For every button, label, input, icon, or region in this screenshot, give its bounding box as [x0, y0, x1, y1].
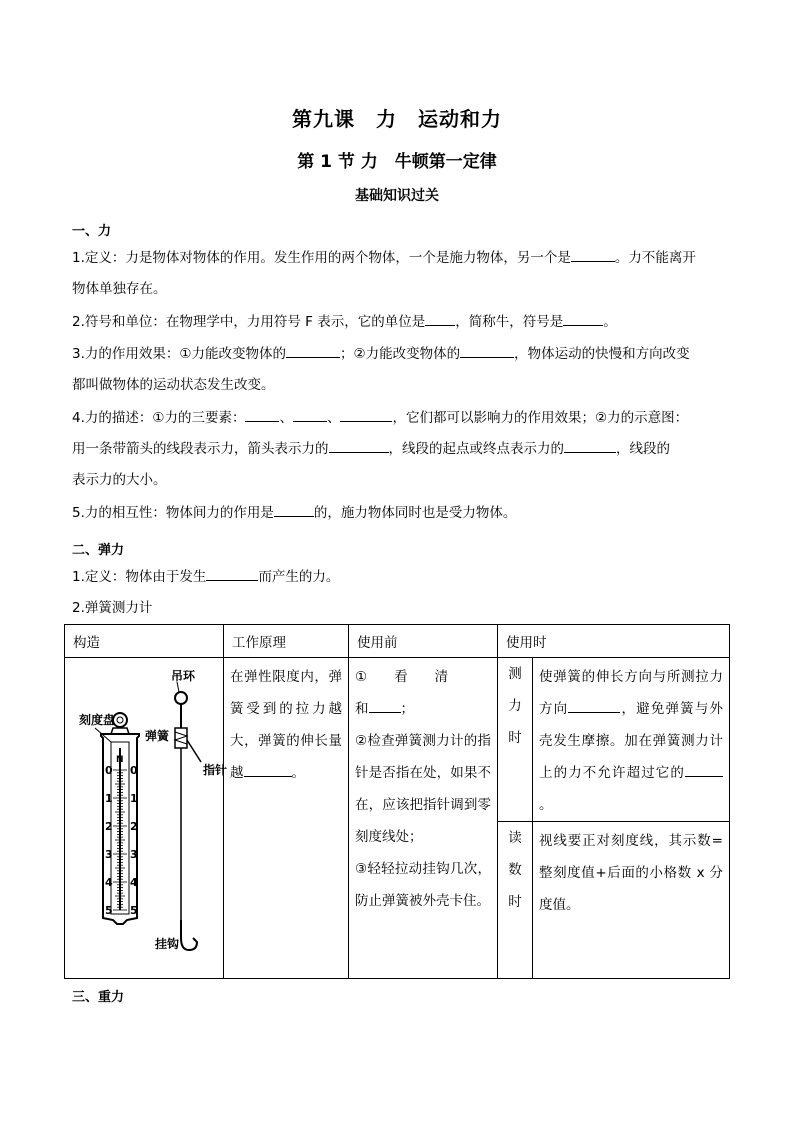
- spring-scale-diagram: [65, 658, 228, 972]
- scale-number: 1: [105, 792, 113, 805]
- header-during-use: 使用时: [498, 625, 730, 658]
- dial-label: 刻度盘: [79, 713, 116, 727]
- scale-number: 0: [130, 764, 138, 777]
- lesson-title: 第九课 力 运动和力: [292, 107, 502, 131]
- spring-scale-table: [64, 624, 730, 979]
- blank: [425, 311, 455, 326]
- table-body-row: [65, 658, 730, 822]
- blank: [245, 407, 279, 422]
- scale-number: 5: [105, 904, 113, 917]
- structure-cell: [65, 658, 228, 979]
- blank: [274, 502, 314, 517]
- blank: [563, 311, 603, 326]
- force-mutuality: 5.力的相互性：物体间力的作用是 的，施力物体同时也是受力物体。: [72, 498, 728, 529]
- section-title: 第 1 节 力 牛顿第一定律: [297, 152, 497, 172]
- force-definition: 1.定义：力是物体对物体的作用。发生作用的两个物体，一个是施力物体，另一个是 。力不能离开 物体单独存在。: [72, 243, 728, 305]
- header-structure: 构造: [65, 625, 224, 658]
- blank: [564, 438, 616, 453]
- scale-number: 2: [130, 820, 138, 833]
- read-text-cell: 视线要正对刻度线，其示数=整刻度值+后面的小格数 x 分度值。: [533, 822, 730, 979]
- elastic-heading: 二、弹力: [72, 543, 125, 558]
- measure-text-cell: 使弹簧的伸长方向与所测拉力方向 ，避免弹簧与外壳发生摩擦。加在弹簧测力计上的力不允许超过它的。: [533, 658, 730, 822]
- scale-number: 4: [130, 876, 138, 889]
- scale-number: 5: [130, 904, 138, 917]
- blank: [293, 407, 327, 422]
- scale-number: 2: [105, 820, 113, 833]
- force-description: 4.力的描述：①力的三要素： 、 、 ，它们都可以影响力的作用效果；②力的示意图： 用一条带箭头的线段表示力，箭头表示力的 ，线段的起点或终点表示力的 ，线段的 表示力的大小。: [72, 403, 728, 496]
- blank: [244, 762, 292, 777]
- pointer-label: 指针: [203, 763, 228, 777]
- subtitle: 基础知识过关: [355, 188, 439, 204]
- force-heading: 一、力: [72, 224, 112, 239]
- blank: [329, 438, 389, 453]
- hook-label: 挂钩: [155, 937, 180, 951]
- header-before-use: 使用前: [349, 625, 498, 658]
- force-effects: 3.力的作用效果：①力能改变物体的 ；②力能改变物体的 ，物体运动的快慢和方向改变 都叫做物体的运动状态发生改变。: [72, 339, 728, 401]
- gravity-heading: 三、重力: [72, 990, 125, 1005]
- read-label-cell: 读 数 时: [498, 822, 533, 979]
- table-header-row: [65, 625, 730, 658]
- before-use-cell: ① 看 清 和 ； ②检查弹簧测力计的指针是否指在处，如果不在，应该把指针调到零刻度线处； ③轻轻拉动挂钩几次，防止弹簧被外壳卡住。: [349, 658, 498, 979]
- scale-number: 1: [130, 792, 138, 805]
- ring-label: 吊环: [171, 669, 196, 683]
- unit-n-label: N: [116, 755, 124, 765]
- blank: [568, 698, 620, 713]
- principle-cell: 在弹性限度内，弹簧受到的拉力越大，弹簧的伸长量越 。: [224, 658, 349, 979]
- blank: [571, 247, 615, 262]
- scale-number: 3: [105, 848, 113, 861]
- spring-mechanism-icon: [175, 692, 201, 950]
- header-principle: 工作原理: [224, 625, 349, 658]
- blank: [460, 343, 514, 358]
- blank: [340, 407, 392, 422]
- scale-body-icon: [101, 713, 139, 924]
- blank: [369, 698, 401, 713]
- elastic-definition: 1.定义：物体由于发生 而产生的力。: [72, 562, 728, 593]
- spring-scale-label: 2.弹簧测力计: [72, 600, 153, 616]
- blank: [286, 343, 340, 358]
- blank: [206, 566, 258, 581]
- scale-number: 0: [105, 764, 113, 777]
- measure-label-cell: 测 力 时: [498, 658, 533, 822]
- blank: [685, 762, 723, 777]
- spring-label: 弹簧: [145, 729, 170, 743]
- scale-number: 4: [105, 876, 113, 889]
- force-symbol-unit: 2.符号和单位：在物理学中，力用符号 F 表示，它的单位是 ，简称牛，符号是 。: [72, 307, 728, 338]
- scale-number: 3: [130, 848, 138, 861]
